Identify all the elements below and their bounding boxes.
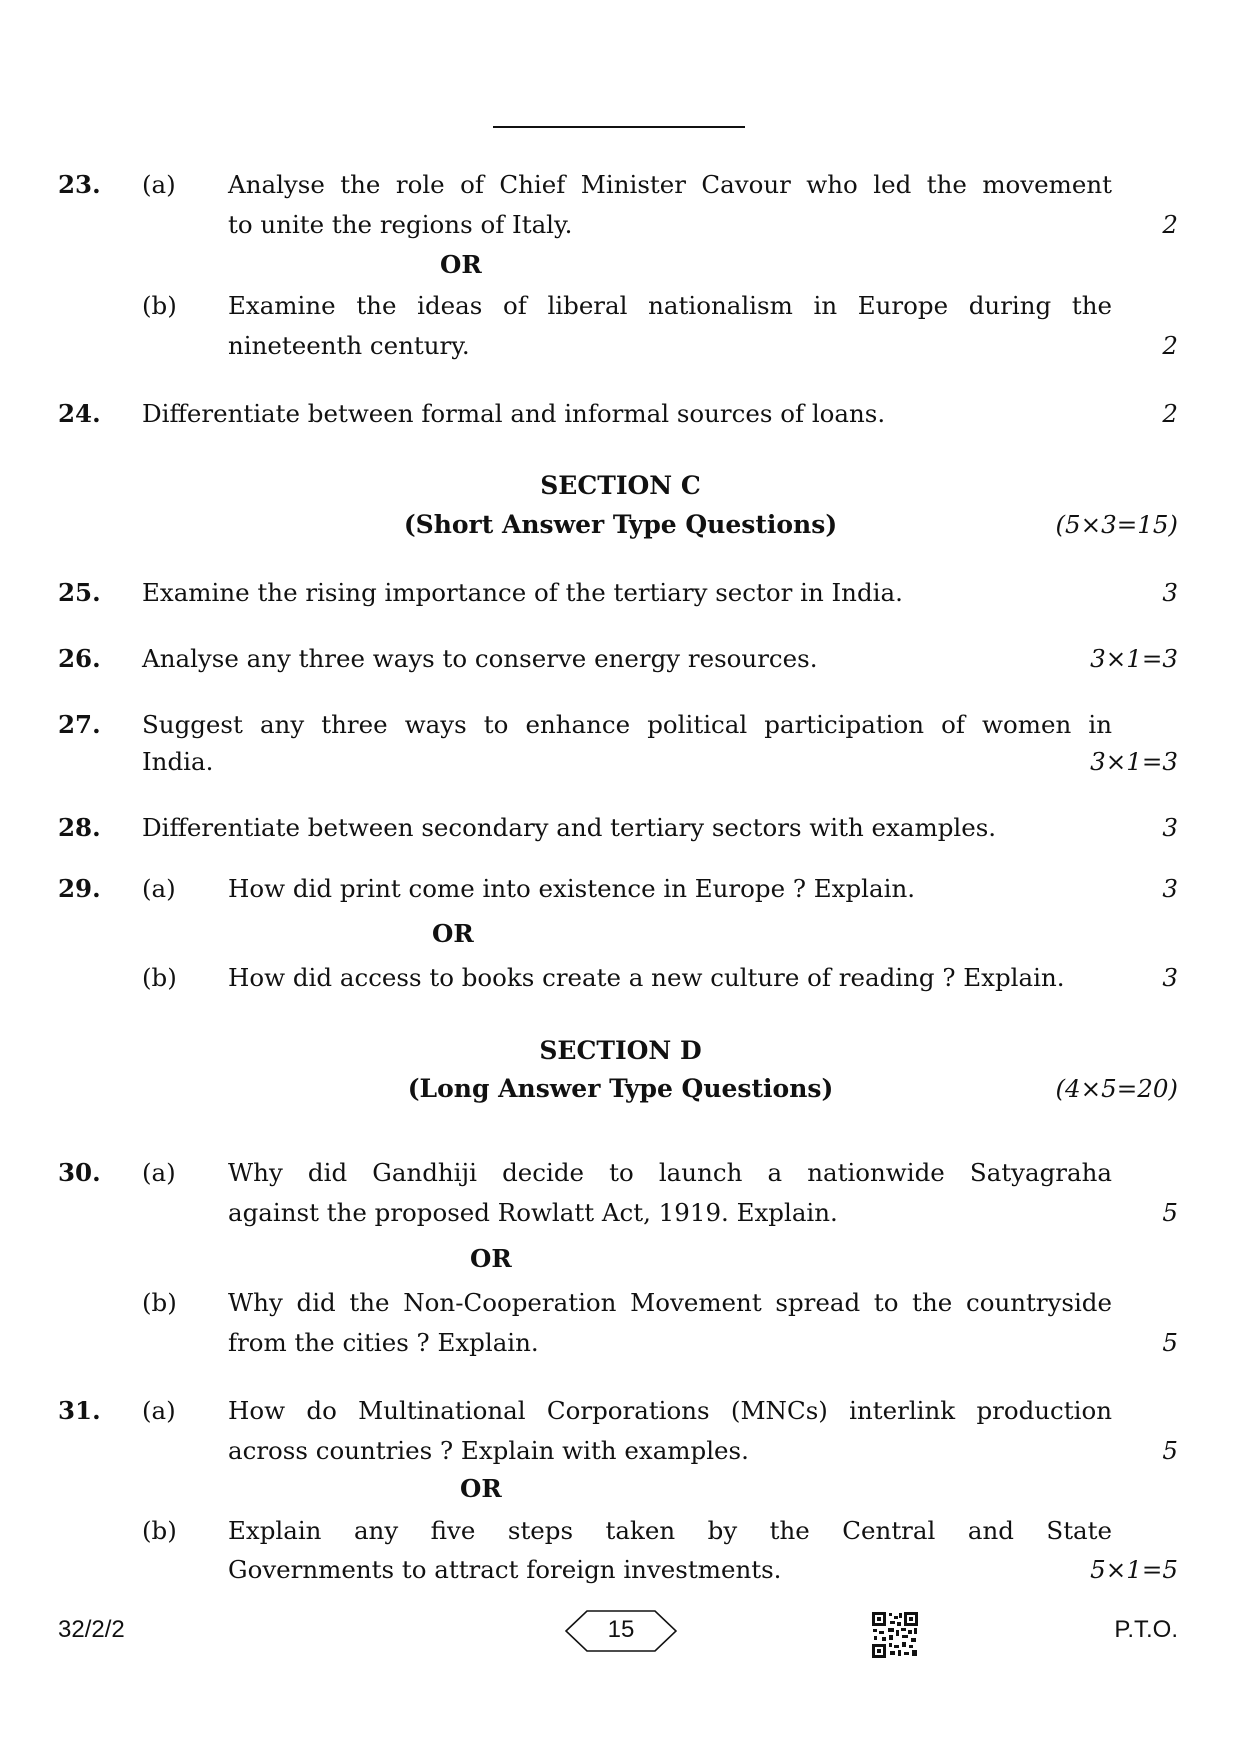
question-number: 30. (58, 1158, 101, 1187)
question-text-line: against the proposed Rowlatt Act, 1919. Explain. (228, 1198, 838, 1227)
question-text-line: Why did the Non-Cooperation Movement spread to the countryside (228, 1288, 1112, 1317)
marks: 2 (1162, 210, 1178, 239)
marks: 3 (1162, 578, 1178, 607)
question-text-line: Governments to attract foreign investments. (228, 1555, 782, 1584)
or-divider: OR (460, 1474, 502, 1503)
question-text: Analyse any three ways to conserve energy resources. (142, 644, 818, 673)
top-rule (493, 126, 745, 128)
section-marks: (5×3=15) (1055, 510, 1178, 539)
option-label: (a) (142, 1158, 176, 1187)
option-label: (b) (142, 963, 177, 992)
marks: 3 (1162, 813, 1178, 842)
or-divider: OR (440, 250, 482, 279)
question-text-line: Why did Gandhiji decide to launch a nationwide Satyagraha (228, 1158, 1112, 1187)
marks: 3×1=3 (1090, 747, 1178, 776)
question-text-line: Examine the ideas of liberal nationalism in Europe during the (228, 291, 1112, 320)
marks: 2 (1162, 399, 1178, 428)
or-divider: OR (470, 1244, 512, 1273)
marks: 5 (1162, 1328, 1178, 1357)
option-label: (a) (142, 170, 176, 199)
question-number: 25. (58, 578, 101, 607)
question-number: 26. (58, 644, 101, 673)
or-divider: OR (432, 919, 474, 948)
question-text: Examine the rising importance of the tertiary sector in India. (142, 578, 903, 607)
page-number: 15 (607, 1616, 635, 1643)
marks: 3 (1162, 874, 1178, 903)
question-number: 24. (58, 399, 101, 428)
section-title: SECTION C (540, 471, 701, 500)
option-label: (b) (142, 291, 177, 320)
marks: 2 (1162, 331, 1178, 360)
question-text-line: across countries ? Explain with examples. (228, 1436, 749, 1465)
question-number: 28. (58, 813, 101, 842)
marks: 3 (1162, 963, 1178, 992)
question-text-line: How do Multinational Corporations (MNCs) interlink production (228, 1396, 1112, 1425)
marks: 3×1=3 (1090, 644, 1178, 673)
marks: 5 (1162, 1198, 1178, 1227)
option-label: (b) (142, 1516, 177, 1545)
marks: 5 (1162, 1436, 1178, 1465)
option-label: (a) (142, 1396, 176, 1425)
option-label: (a) (142, 874, 176, 903)
question-text-line: Analyse the role of Chief Minister Cavour who led the movement (228, 170, 1112, 199)
question-text-line: nineteenth century. (228, 331, 470, 360)
question-number: 27. (58, 710, 101, 739)
qr-code-icon (872, 1612, 918, 1658)
question-text-line: from the cities ? Explain. (228, 1328, 539, 1357)
paper-code: 32/2/2 (58, 1616, 125, 1643)
question-number: 31. (58, 1396, 101, 1425)
question-text: How did print come into existence in Europe ? Explain. (228, 874, 916, 903)
question-text-line: Suggest any three ways to enhance political participation of women in (142, 710, 1112, 739)
question-text: Differentiate between formal and informal sources of loans. (142, 399, 886, 428)
section-subtitle: (Short Answer Type Questions) (403, 510, 838, 539)
question-text-line: Explain any five steps taken by the Central and State (228, 1516, 1112, 1545)
marks: 5×1=5 (1090, 1555, 1178, 1584)
section-marks: (4×5=20) (1055, 1074, 1178, 1103)
question-text-line: to unite the regions of Italy. (228, 210, 573, 239)
question-number: 29. (58, 874, 101, 903)
question-text-line: India. (142, 747, 214, 776)
question-number: 23. (58, 170, 101, 199)
option-label: (b) (142, 1288, 177, 1317)
section-title: SECTION D (539, 1036, 702, 1065)
question-text: How did access to books create a new culture of reading ? Explain. (228, 963, 1065, 992)
pto-label: P.T.O. (1114, 1616, 1178, 1643)
question-text: Differentiate between secondary and tertiary sectors with examples. (142, 813, 997, 842)
section-subtitle: (Long Answer Type Questions) (407, 1074, 834, 1103)
